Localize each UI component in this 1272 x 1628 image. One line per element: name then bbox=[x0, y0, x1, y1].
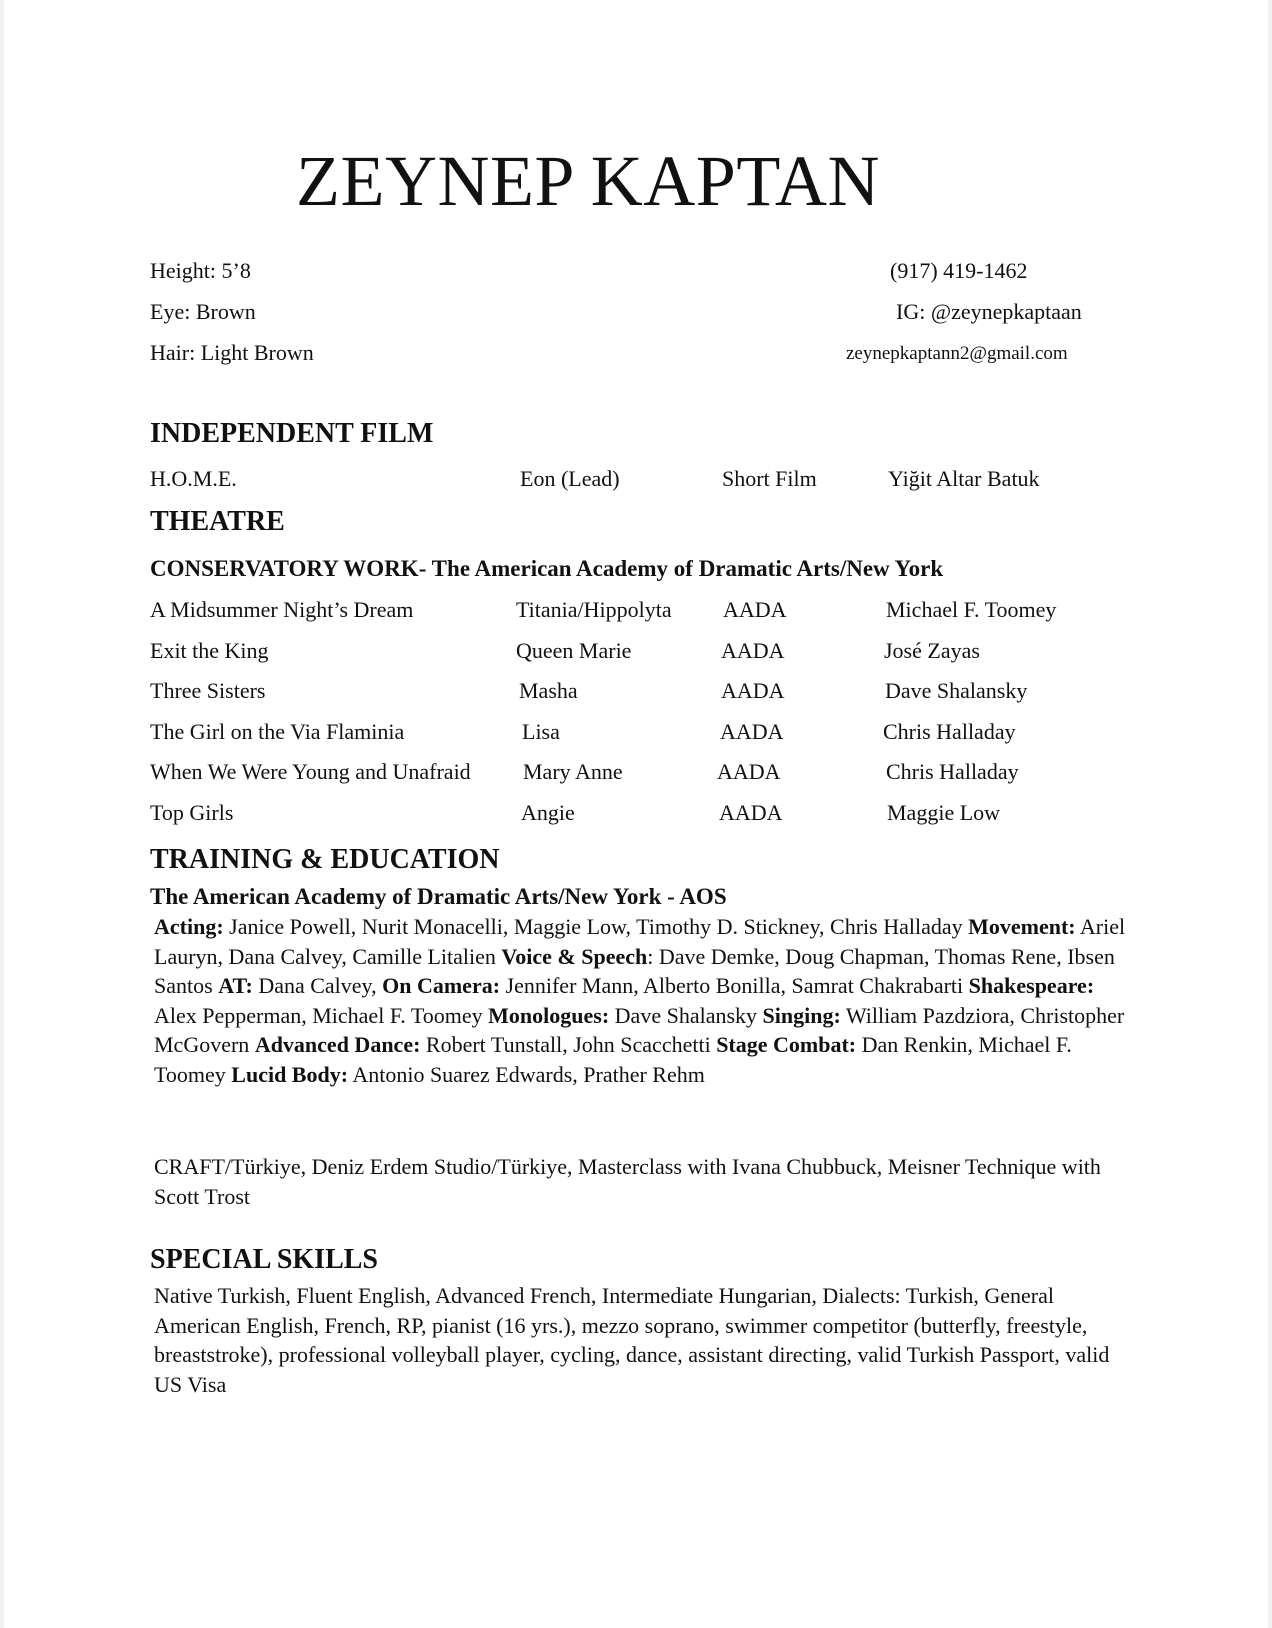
credit-title: When We Were Young and Unafraid bbox=[150, 759, 471, 784]
credit-venue: AADA bbox=[721, 678, 785, 703]
training-teachers: : Dave Demke, Doug Chapman, Thomas Rene, Ibsen Santos bbox=[154, 943, 1115, 999]
hair-stat: Hair: Light Brown bbox=[150, 340, 314, 365]
training-label: Monologues: bbox=[488, 1002, 610, 1028]
training-label: Advanced Dance: bbox=[254, 1032, 421, 1058]
credit-role: Masha bbox=[519, 678, 578, 703]
credit-title: H.O.M.E. bbox=[150, 466, 237, 491]
credit-role: Queen Marie bbox=[516, 638, 632, 663]
credit-director: Chris Halladay bbox=[886, 759, 1019, 784]
actor-name: ZEYNEP KAPTAN bbox=[296, 141, 881, 221]
training-label: Voice & Speech bbox=[501, 943, 648, 969]
training-label: Lucid Body: bbox=[231, 1061, 349, 1087]
height-stat: Height: 5’8 bbox=[150, 258, 251, 283]
credit-title: Three Sisters bbox=[150, 678, 266, 703]
other-training: CRAFT/Türkiye, Deniz Erdem Studio/Türkiye, Masterclass with Ivana Chubbuck, Meisner Technique with Scott Trost bbox=[154, 1154, 1101, 1209]
training-teachers: William Pazdziora, Christopher McGovern bbox=[154, 1002, 1125, 1058]
credit-director: José Zayas bbox=[884, 638, 980, 663]
training-label: On Camera: bbox=[382, 973, 501, 999]
credit-director: Michael F. Toomey bbox=[886, 597, 1057, 622]
credit-role: Eon (Lead) bbox=[520, 466, 620, 491]
credit-venue: AADA bbox=[719, 800, 783, 825]
training-teachers: Dana Calvey, bbox=[252, 973, 383, 999]
training-teachers: Antonio Suarez Edwards, Prather Rehm bbox=[348, 1061, 705, 1087]
credit-director: Dave Shalansky bbox=[885, 678, 1028, 703]
credit-role: Mary Anne bbox=[523, 759, 623, 784]
training-teachers: Jennifer Mann, Alberto Bonilla, Samrat Chakrabarti bbox=[500, 973, 969, 999]
credit-venue: AADA bbox=[717, 759, 781, 784]
instagram-handle: IG: @zeynepkaptaan bbox=[896, 299, 1082, 324]
training-teachers: Dave Shalansky bbox=[609, 1002, 763, 1028]
film-heading: INDEPENDENT FILM bbox=[150, 418, 434, 449]
resume-page bbox=[4, 0, 1268, 1628]
training-teachers: Ariel Lauryn, Dana Calvey, Camille Litalien bbox=[154, 914, 1126, 969]
credit-director: Yiğit Altar Batuk bbox=[888, 466, 1040, 491]
credit-title: A Midsummer Night’s Dream bbox=[150, 597, 414, 622]
credit-director: Maggie Low bbox=[887, 800, 1001, 825]
training-teachers: Robert Tunstall, John Scacchetti bbox=[420, 1032, 717, 1058]
training-label: AT: bbox=[218, 973, 253, 999]
training-label: Singing: bbox=[762, 1002, 841, 1028]
training-teachers: Janice Powell, Nurit Monacelli, Maggie Low, Timothy D. Stickney, Chris Halladay bbox=[223, 914, 969, 939]
credit-venue: Short Film bbox=[722, 466, 817, 491]
training-details bbox=[154, 912, 1134, 1090]
training-label: Movement: bbox=[968, 914, 1076, 939]
training-label: Acting: bbox=[154, 914, 224, 939]
credit-title: Exit the King bbox=[150, 638, 269, 663]
credit-title: Top Girls bbox=[150, 800, 234, 825]
training-label: Stage Combat: bbox=[716, 1032, 857, 1058]
credit-title: The Girl on the Via Flaminia bbox=[150, 719, 405, 744]
credit-role: Angie bbox=[521, 800, 575, 825]
credit-role: Titania/Hippolyta bbox=[516, 597, 672, 622]
training-label: Shakespeare: bbox=[968, 973, 1095, 999]
phone-number: (917) 419-1462 bbox=[890, 258, 1028, 283]
eye-stat: Eye: Brown bbox=[150, 299, 256, 324]
credit-director: Chris Halladay bbox=[883, 719, 1016, 744]
credit-venue: AADA bbox=[721, 638, 785, 663]
skills-heading: SPECIAL SKILLS bbox=[150, 1244, 378, 1275]
skills-text: Native Turkish, Fluent English, Advanced French, Intermediate Hungarian, Dialects: Turkish, General American English, French, RP, pianist (16 yrs.), mezzo soprano, swimmer competitor (butterfly, freestyle, breaststroke), professional volleyball player, cycling, dance, assistant directing, valid Turkish Passport, valid US Visa bbox=[154, 1283, 1110, 1397]
credit-venue: AADA bbox=[723, 597, 787, 622]
school-name: The American Academy of Dramatic Arts/New York - AOS bbox=[150, 884, 727, 909]
credit-venue: AADA bbox=[720, 719, 784, 744]
training-teachers: Alex Pepperman, Michael F. Toomey bbox=[154, 1002, 489, 1028]
conservatory-subheading: CONSERVATORY WORK- The American Academy of Dramatic Arts/New York bbox=[150, 556, 944, 581]
training-heading: TRAINING & EDUCATION bbox=[150, 844, 500, 875]
credit-role: Lisa bbox=[522, 719, 560, 744]
theatre-heading: THEATRE bbox=[150, 506, 285, 537]
training-teachers: Dan Renkin, Michael F. Toomey bbox=[154, 1032, 1072, 1087]
email-address: zeynepkaptann2@gmail.com bbox=[846, 343, 1068, 364]
